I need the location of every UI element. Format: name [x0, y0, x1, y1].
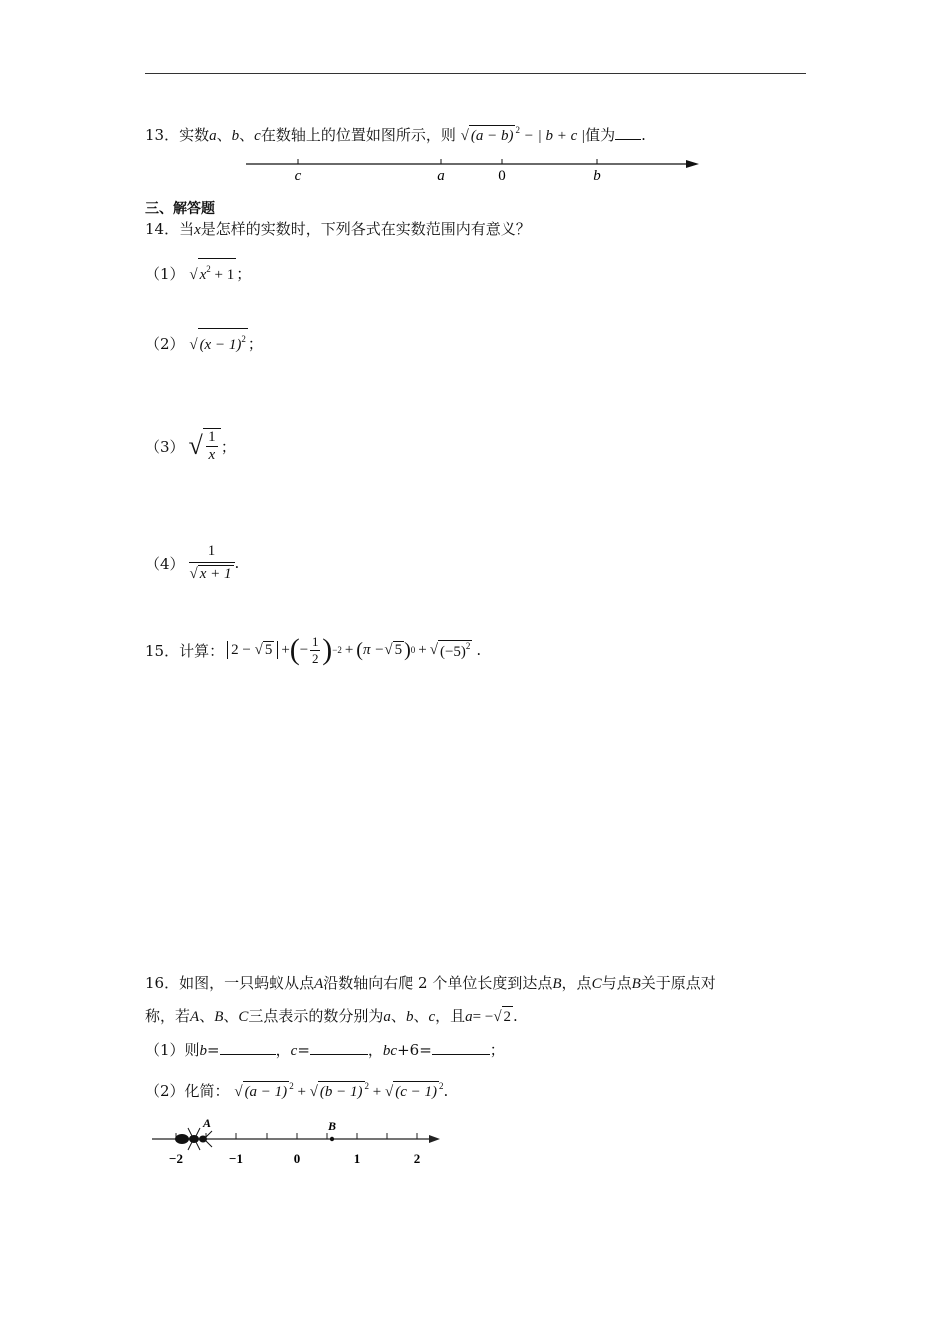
var-bc: bc	[382, 1043, 398, 1059]
var-a: a	[383, 1009, 391, 1025]
tick-label--1: −1	[229, 1151, 243, 1166]
radicand: (b − 1)	[318, 1081, 365, 1102]
q16-text: ，点	[561, 974, 592, 992]
denominator: x	[208, 447, 216, 463]
var-b: b	[231, 128, 240, 144]
separator: 、	[413, 1007, 429, 1025]
q16-number-line	[148, 1112, 448, 1170]
point-C: C	[238, 1009, 249, 1025]
header-rule	[145, 73, 806, 74]
fraction	[310, 634, 320, 667]
var-a: a	[465, 1009, 473, 1025]
punct: .	[641, 126, 646, 144]
sqrt-expression: √ $x^2 + 1$	[189, 267, 236, 283]
punct: ；	[236, 265, 252, 283]
question-13	[145, 120, 646, 146]
ant-icon	[175, 1128, 212, 1150]
question-number: 14．	[145, 220, 180, 238]
abs-term: − | b + c |	[523, 128, 586, 144]
separator: 、	[390, 1007, 406, 1025]
part-label: （3）	[145, 437, 185, 456]
q16-text: 沿数轴向右爬 2 个单位长度到达点	[323, 974, 553, 992]
tick-label-2: 2	[413, 1151, 421, 1166]
tick-label--2: −2	[169, 1151, 183, 1166]
q14-text: 是怎样的实数时，下列各式在实数范围内有意义？	[200, 220, 531, 238]
q16-expression: √ (a − 1) $^2$ + √ (b − 1) $^2$ + √ (c − 1) $^2$	[234, 1081, 444, 1100]
part-label: （4）	[145, 554, 185, 573]
numerator: 1	[207, 543, 216, 559]
numerator: 1	[312, 633, 319, 649]
exponent: 2	[289, 1081, 294, 1091]
fraction: 1 √ x + 1	[189, 543, 235, 583]
var-c: c	[290, 1043, 298, 1059]
var-b: b	[405, 1009, 414, 1025]
point-B: B	[552, 976, 562, 992]
punct: .	[513, 1007, 518, 1025]
radicand: x	[199, 267, 207, 283]
point-A: A	[314, 976, 324, 992]
question-number: 13．	[145, 126, 180, 144]
q13-number-line	[240, 150, 710, 186]
punct: ；	[489, 1041, 505, 1059]
punct: ；	[247, 335, 263, 353]
part-label: （1）则	[145, 1041, 200, 1059]
axis-arrow	[429, 1135, 440, 1143]
exponent: 2	[515, 125, 520, 135]
var-a: a	[209, 128, 217, 144]
punct: ；	[220, 437, 236, 456]
q15-expression: 2 − √ 5 + ( − 1 2 ) −2 + ( π − √ 5 ) 0 + √ $(-5)^2$	[224, 633, 472, 667]
separator: 、	[223, 1007, 239, 1025]
tick-label-1: 1	[353, 1151, 361, 1166]
separator: 、	[199, 1007, 215, 1025]
label-A: A	[202, 1116, 212, 1130]
label-c: c	[294, 168, 302, 184]
section-title: 三、解答题	[145, 201, 215, 217]
q16-part-2	[145, 1076, 448, 1102]
var-b: b	[199, 1043, 208, 1059]
q16-text: ，且	[435, 1007, 466, 1025]
plus: +	[372, 1084, 382, 1100]
q13-text: 在数轴上的位置如图所示，则	[260, 126, 456, 144]
plus: +	[297, 1084, 306, 1100]
q14-part-3	[145, 423, 236, 469]
question-15	[145, 630, 481, 670]
exponent: −2	[332, 645, 342, 655]
point-C: C	[591, 976, 602, 992]
exponent: 2	[364, 1081, 370, 1091]
sqrt-sign: √	[188, 431, 203, 460]
exponent: 2	[465, 640, 471, 651]
axis-arrow	[686, 160, 699, 168]
plus: +	[418, 641, 427, 658]
answer-blank-b[interactable]	[220, 1054, 276, 1055]
q16-text: 关于原点对	[640, 974, 716, 992]
answer-blank-c[interactable]	[310, 1054, 368, 1055]
abs-term: 2 − √ 5	[227, 641, 278, 659]
exponent: 2	[206, 264, 211, 274]
question-number: 15．	[145, 641, 180, 660]
separator: 、	[239, 126, 255, 144]
radicand: (−5)	[439, 643, 466, 660]
point-B: B	[631, 976, 641, 992]
separator: ，	[367, 1041, 383, 1059]
q14-part-4	[145, 540, 239, 586]
point-B: B	[214, 1009, 224, 1025]
q13-expression: √ (a − b) $^2$ − | b + c |	[460, 125, 586, 144]
plus-six: +6=	[397, 1041, 432, 1059]
exponent: 0	[410, 645, 416, 655]
punct: .	[476, 641, 482, 659]
point-A: A	[190, 1009, 200, 1025]
radicand: (a − 1)	[243, 1081, 290, 1102]
q16-part-1	[145, 1040, 505, 1061]
radicand: 2	[502, 1006, 514, 1027]
label-a: a	[437, 168, 445, 184]
q16-line-1	[145, 973, 716, 994]
var-x: x	[194, 222, 201, 238]
radicand: 5	[394, 642, 403, 658]
fraction	[203, 428, 221, 464]
numerator: 1	[208, 429, 216, 445]
part-label: （2）	[145, 335, 185, 353]
q15-text: 计算：	[179, 641, 225, 660]
q14-part-2	[145, 328, 263, 355]
exponent: 2	[241, 334, 246, 344]
q13-text: 值为	[585, 126, 616, 144]
question-14	[145, 219, 531, 240]
separator: ，	[275, 1041, 291, 1059]
part-label: （1）	[145, 265, 185, 283]
denominator: 2	[312, 650, 319, 666]
var-c: c	[254, 128, 261, 144]
label-B: B	[327, 1119, 337, 1133]
var-c: c	[428, 1009, 436, 1025]
separator: 、	[216, 126, 232, 144]
q16-text: 与点	[601, 974, 632, 992]
equals-minus: = −	[472, 1009, 494, 1025]
radicand: (a − b)	[469, 125, 516, 146]
equals: =	[207, 1041, 220, 1059]
point-B-dot	[330, 1137, 334, 1141]
part-label: （2）化简：	[145, 1082, 230, 1100]
sqrt-expression: √ $(x - 1)^2$	[189, 337, 248, 353]
equals: =	[297, 1041, 310, 1059]
plus: +	[344, 641, 354, 658]
answer-blank[interactable]	[615, 139, 641, 140]
question-number: 16．	[145, 974, 180, 992]
radicand: 5	[264, 642, 273, 658]
radicand: (x − 1)	[199, 337, 242, 353]
label-0: 0	[498, 168, 506, 184]
punct: .	[443, 1082, 449, 1100]
radicand: (c − 1)	[393, 1081, 439, 1102]
punct: .	[234, 554, 240, 572]
q16-line-2: 称，若A、B、C三点表示的数分别为a、b、c，且a= −√ 2 .	[145, 1007, 518, 1025]
answer-blank-bc[interactable]	[432, 1054, 490, 1055]
exponent: 2	[439, 1081, 444, 1091]
q16-text: 三点表示的数分别为	[248, 1007, 384, 1025]
term-text: π −	[362, 641, 385, 658]
denominator: x + 1	[199, 566, 232, 582]
q13-text: 实数	[179, 126, 210, 144]
minus: −	[299, 641, 309, 658]
plus: +	[281, 641, 290, 658]
q14-text: 当	[179, 220, 195, 238]
q16-text: 如图，一只蚂蚁从点	[179, 974, 315, 992]
term-text: 2 −	[231, 642, 255, 658]
q14-part-1	[145, 258, 251, 285]
tick-label-0: 0	[293, 1151, 301, 1166]
q16-text: 称，若	[145, 1007, 191, 1025]
label-b: b	[593, 168, 601, 184]
fraction-bar	[189, 562, 235, 563]
radicand-tail: + 1	[214, 267, 235, 283]
